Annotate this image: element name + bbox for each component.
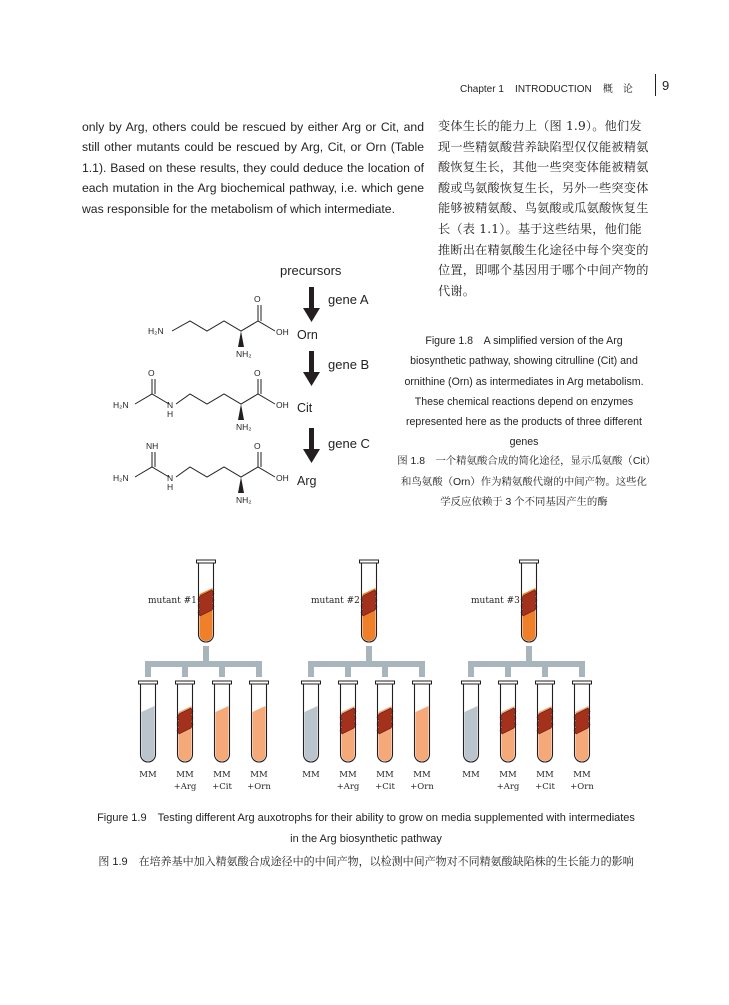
header-chapter: Chapter 1: [460, 84, 504, 95]
orn-oh: OH: [276, 327, 289, 337]
arrow-gene-b: [303, 351, 320, 386]
branch-bracket-1: [145, 646, 262, 677]
header-cn-title: 概 论: [602, 84, 633, 95]
tube-m2-4: [413, 681, 432, 762]
medium-label: MM: [499, 770, 517, 780]
figure-1-9-caption-cn: 图 1.9 在培养基中加入精氨酸合成途径中的中间产物，以检测中间产物对不同精氨酸缺陷株的生长能力的影响: [98, 856, 634, 868]
gene-a-label: gene A: [328, 292, 369, 307]
figure-1-8-caption-cn: 图 1.8 一个精氨酸合成的简化途径，显示瓜氨酸（Cit）和鸟氨酸（Orn）作为精氨酸代谢的中间产物。这些化学反应依赖于 3 个不同基因产生的酶: [397, 456, 651, 508]
cit-o1: O: [148, 368, 155, 378]
cit-h: H: [167, 409, 174, 419]
mutant-label-2: mutant #2: [311, 596, 360, 606]
medium-label: MM: [213, 770, 231, 780]
medium-label: MM: [536, 770, 554, 780]
tube-m3-3: [536, 681, 555, 762]
tube-m2-1: [302, 681, 321, 762]
supplement-label: +Arg: [336, 782, 360, 792]
supplement-label: +Orn: [410, 782, 434, 792]
medium-label: MM: [176, 770, 194, 780]
parent-tube-2: [360, 560, 379, 642]
arrow-gene-a: [303, 287, 320, 322]
arg-nh: NH: [146, 441, 159, 451]
figure-1-9-tubes: [139, 560, 595, 792]
orn-o: O: [254, 294, 261, 304]
supplement-label: +Orn: [247, 782, 271, 792]
figure-1-8-caption-en: Figure 1.8 A simplified version of the Arg biosynthetic pathway, showing citrulline (Cit) and ornithine (Orn) as intermediates in Arg metabolism. These chemical reactions depend on enzymes represented here as the products of three different genes: [404, 335, 644, 449]
parent-tube-1: [197, 560, 216, 642]
orn-label: Orn: [297, 328, 318, 342]
arg-n: N: [167, 473, 174, 483]
cit-n: N: [167, 400, 174, 410]
tube-m1-2: [176, 681, 195, 762]
figure-1-9-caption-en: Figure 1.9 Testing different Arg auxotrophs for their ability to grow on media supplemented with intermediates in the Arg biosynthetic pathway: [97, 812, 635, 845]
supplement-label: +Cit: [535, 782, 555, 792]
gene-b-label: gene B: [328, 357, 370, 372]
tube-m1-4: [250, 681, 269, 762]
medium-label: MM: [573, 770, 591, 780]
chinese-paragraph: 变体生长的能力上（图 1.9）。他们发现一些精氨酸营养缺陷型仅仅能被精氨酸恢复生长，其他一些突变体能被精氨酸或鸟氨酸恢复生长，另外一些突变体能够被精氨酸、鸟氨酸或瓜氨酸恢复生长（表 1.1）。基于这些结果，他们能推断出在精氨酸生化途径中每个突变的位置，即哪个基因用于哪个中间产物的代谢。: [438, 119, 649, 298]
cit-o2: O: [254, 368, 261, 378]
mutant-label-3: mutant #3: [471, 596, 520, 606]
arg-label: Arg: [297, 474, 317, 488]
ornithine-structure: [172, 305, 275, 347]
mutant-label-1: mutant #1: [148, 596, 197, 606]
cit-h2n: H₂N: [113, 400, 129, 410]
supplement-label: +Orn: [570, 782, 594, 792]
arginine-structure: [135, 452, 275, 493]
medium-label: MM: [139, 770, 157, 780]
cit-label: Cit: [297, 401, 313, 415]
english-paragraph: only by Arg, others could be rescued by either Arg or Cit, and still other mutants could be rescued by Arg, Cit, or Orn (Table 1.1). Based on these results, they could deduce the location of each mutation in the Arg biochemical pathway, i.e. which gene was responsible for the metabolism of which intermediate.: [82, 120, 424, 216]
arg-o: O: [254, 441, 261, 451]
tube-m3-4: [573, 681, 592, 762]
orn-nh2: NH₂: [236, 349, 252, 359]
tube-m2-2: [339, 681, 358, 762]
branch-bracket-2: [308, 646, 425, 677]
cit-oh: OH: [276, 400, 289, 410]
cit-nh2: NH₂: [236, 422, 252, 432]
arg-h2n: H₂N: [113, 473, 129, 483]
supplement-label: +Cit: [212, 782, 232, 792]
parent-tube-3: [520, 560, 539, 642]
gene-c-label: gene C: [328, 436, 370, 451]
arrow-gene-c: [303, 428, 320, 463]
medium-label: MM: [339, 770, 357, 780]
arg-nh2: NH₂: [236, 495, 252, 505]
tube-m3-1: [462, 681, 481, 762]
arg-oh: OH: [276, 473, 289, 483]
header-title: INTRODUCTION: [515, 84, 592, 95]
orn-h2n: H₂N: [148, 326, 164, 336]
medium-label: MM: [413, 770, 431, 780]
medium-label: MM: [250, 770, 268, 780]
citrulline-structure: [135, 379, 275, 420]
tube-m2-3: [376, 681, 395, 762]
medium-label: MM: [462, 770, 480, 780]
supplement-label: +Arg: [173, 782, 197, 792]
arg-h: H: [167, 482, 174, 492]
supplement-label: +Cit: [375, 782, 395, 792]
medium-label: MM: [302, 770, 320, 780]
tube-m3-2: [499, 681, 518, 762]
tube-m1-3: [213, 681, 232, 762]
supplement-label: +Arg: [496, 782, 520, 792]
tube-m1-1: [139, 681, 158, 762]
precursors-label: precursors: [280, 263, 342, 278]
medium-label: MM: [376, 770, 394, 780]
page-number: 9: [662, 78, 670, 93]
branch-bracket-3: [468, 646, 585, 677]
